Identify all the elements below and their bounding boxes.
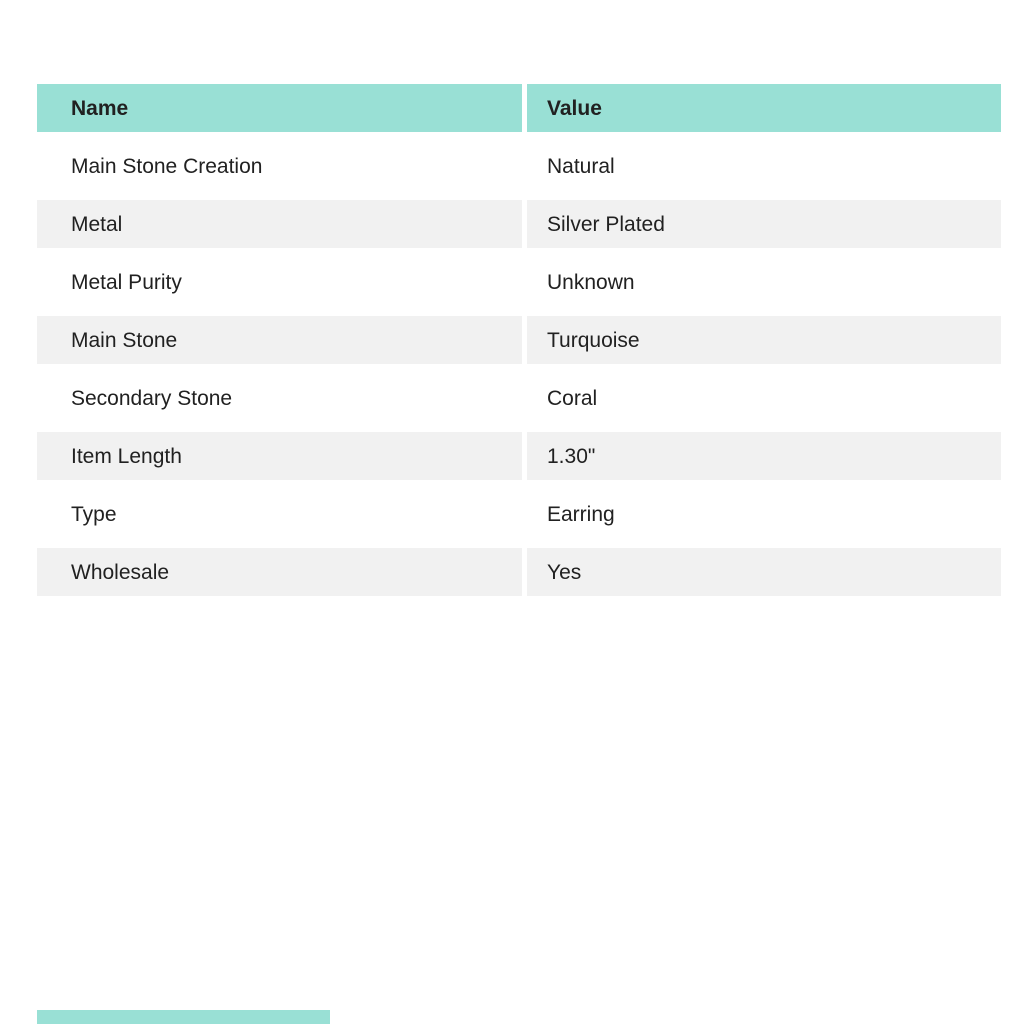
table-row (37, 374, 1001, 422)
table-row (37, 142, 1001, 190)
table-header-row (37, 84, 1001, 132)
spec-table (32, 74, 1006, 606)
table-row (37, 490, 1001, 538)
row-name-cell: Metal (37, 200, 522, 248)
table-row (37, 548, 1001, 596)
row-value-cell: Earring (547, 502, 615, 526)
row-value-cell: Natural (547, 154, 615, 178)
row-name-cell: Main Stone (37, 316, 522, 364)
row-name-cell: Metal Purity (71, 270, 182, 294)
row-name-cell: Main Stone Creation (71, 154, 263, 178)
partial-next-table-header-bar (37, 1010, 330, 1024)
row-name-cell: Secondary Stone (71, 386, 233, 410)
row-name-cell: Item Length (37, 432, 522, 480)
row-value-cell: Unknown (547, 270, 635, 294)
row-value-cell: Silver Plated (527, 200, 1001, 248)
table-row (37, 258, 1001, 306)
table-row (37, 432, 1001, 480)
table-body (37, 142, 1001, 596)
table-row (37, 200, 1001, 248)
table-row (37, 316, 1001, 364)
header-cell-name: Name (37, 84, 522, 132)
row-value-cell: Coral (547, 386, 598, 410)
row-value-cell: Turquoise (527, 316, 1001, 364)
row-value-cell: Yes (527, 548, 1001, 596)
row-name-cell: Wholesale (37, 548, 522, 596)
row-name-cell: Type (71, 502, 117, 526)
row-value-cell: 1.30" (527, 432, 1001, 480)
header-cell-value: Value (527, 84, 1001, 132)
